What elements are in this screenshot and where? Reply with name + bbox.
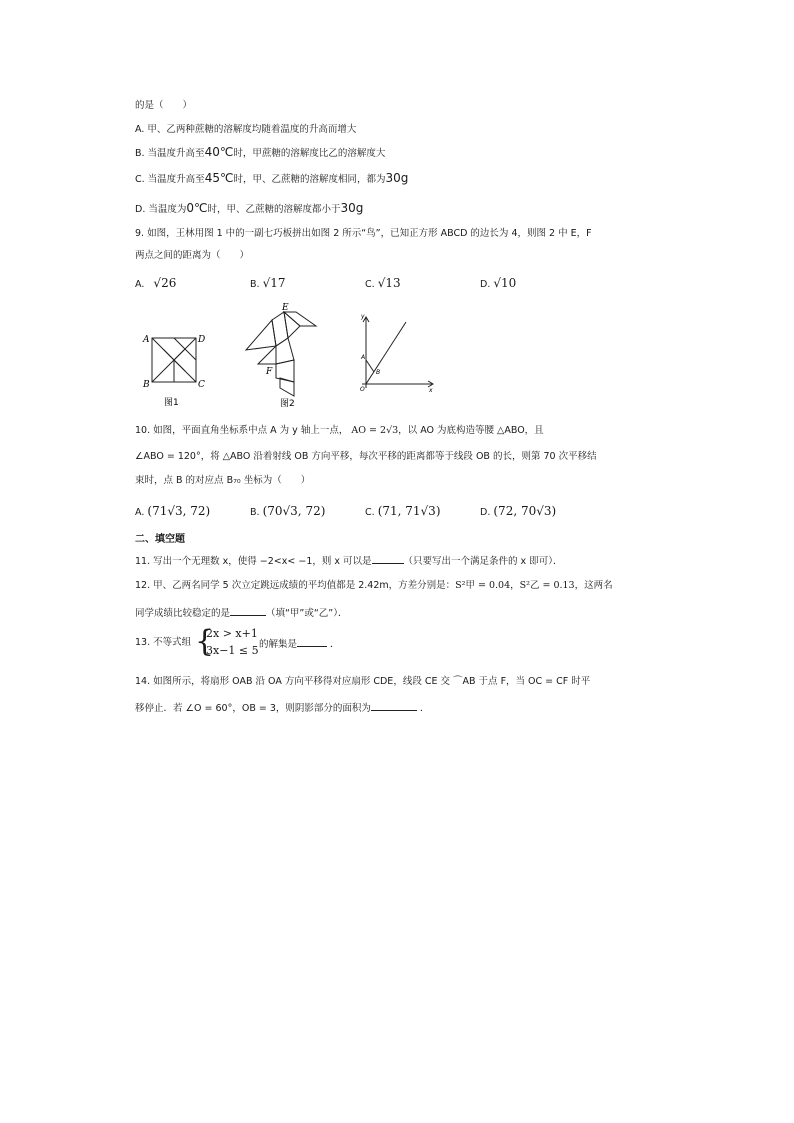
q8-option-b: B. 当温度升高至40℃时，甲蔗糖的溶解度比乙的溶解度大 — [135, 145, 386, 159]
q10-option-d: D. (72, 70√3) — [480, 504, 557, 518]
q10-option-c: C. (71, 71√3) — [365, 504, 441, 518]
q12-variance-yi: S²乙 = 0.13 — [519, 580, 575, 591]
label-a: A — [143, 335, 150, 345]
q9-stem-line1: 9. 如图，王林用图 1 中的一副七巧板拼出如图 2 所示“鸟”，已知正方形 ABCD 的边长为 4，则图 2 中 E，F — [135, 228, 592, 239]
q13-inequality-2: 3x−1 ≤ 5 — [206, 644, 259, 657]
q10-option-b: B. (70√3, 72) — [250, 504, 326, 518]
q13-label: 13. 不等式组 — [135, 637, 192, 648]
q9-option-d: D. √10 — [480, 276, 517, 290]
q9-option-a: A. √26 — [135, 276, 177, 290]
q10-stem-line3: 束时，点 B 的对应点 B₇₀ 坐标为（ ） — [135, 475, 311, 486]
q9-option-b: B. √17 — [250, 276, 286, 290]
label-e: E — [282, 303, 289, 313]
segment-ab — [366, 360, 374, 372]
q10-ao-length: AO = 2√3 — [351, 425, 399, 436]
q10-stem-line2: ∠ABO = 120°，将 △ABO 沿着射线 OB 方向平移，每次平移的距离都等于线段 OB 的长，则第 70 次平移结 — [135, 451, 597, 462]
label-c: C — [198, 380, 205, 390]
q13-answer-blank[interactable] — [297, 636, 327, 647]
q8-b-temperature: 40℃ — [204, 145, 234, 159]
ray-ob — [366, 322, 406, 384]
q8-c-solubility: 30g — [385, 171, 409, 185]
q10-stem-line1: 10. 如图，平面直角坐标系中点 A 为 y 轴上一点， AO = 2√3，以 AO 为底构造等腰 △ABO，且 — [135, 425, 544, 436]
q8-d-temperature: 0℃ — [186, 201, 208, 215]
q11-answer-blank[interactable] — [372, 553, 404, 564]
q14-stem-line2: 移停止．若 ∠O = 60°，OB = 3，则阴影部分的面积为 ． — [135, 700, 429, 716]
q12-stem-line1: 12. 甲、乙两名同学 5 次立定跳远成绩的平均值都是 2.42m，方差分别是：S²甲 = 0.04，S²乙 = 0.13，这两名 — [135, 580, 613, 591]
q10-option-a: A. (71√3, 72) — [135, 504, 211, 518]
q13-system-brace: { — [195, 624, 215, 659]
point-b-label: B — [376, 369, 381, 376]
point-a-label: A — [361, 354, 366, 361]
q12-stem-line2: 同学成绩比较稳定的是 （填“甲”或“乙”）． — [135, 605, 347, 621]
q13-tail: 的解集是 ． — [259, 636, 340, 652]
q11-stem: 11. 写出一个无理数 x，使得 −2<x< −1，则 x 可以是 （只要写出一个满足条件的 x 即可）． — [135, 553, 562, 569]
q8-d-solubility: 30g — [340, 201, 364, 215]
coordinate-figure — [352, 312, 438, 394]
q12-answer-blank[interactable] — [230, 605, 266, 616]
origin-label: O — [360, 386, 365, 393]
q8-c-temperature: 45℃ — [204, 171, 234, 185]
q9-stem-line2: 两点之间的距离为（ ） — [135, 250, 250, 261]
q9-option-c: C. √13 — [365, 276, 401, 290]
caption-figure-2: 图2 — [280, 399, 295, 409]
q12-variance-jia: S²甲 = 0.04 — [455, 580, 511, 591]
q8-stem-end: 的是（ ） — [135, 100, 193, 111]
y-axis-label: y — [361, 313, 365, 320]
q14-answer-blank[interactable] — [371, 700, 417, 711]
caption-figure-1: 图1 — [164, 398, 179, 408]
label-f: F — [266, 367, 273, 377]
label-d: D — [198, 335, 206, 345]
q8-option-c: C. 当温度升高至45℃时，甲、乙蔗糖的溶解度相同，都为30g — [135, 171, 409, 185]
tangram-figure-1 — [140, 330, 210, 410]
x-axis-label: x — [429, 387, 433, 394]
section-fill-in-blank-title: 二、填空题 — [135, 534, 185, 545]
q8-option-a: A. 甲、乙两种蔗糖的溶解度均随着温度的升高而增大 — [135, 124, 357, 135]
q14-stem-line1: 14. 如图所示，将扇形 OAB 沿 OA 方向平移得对应扇形 CDE，线段 CE 交 ⌒AB 于点 F，当 OC = CF 时平 — [135, 676, 591, 687]
label-b: B — [143, 380, 150, 390]
q8-option-d: D. 当温度为0℃时，甲、乙蔗糖的溶解度都小于30g — [135, 201, 364, 215]
tangram-figure-2 — [238, 300, 328, 410]
q13-inequality-1: 2x > x+1 — [206, 627, 258, 640]
